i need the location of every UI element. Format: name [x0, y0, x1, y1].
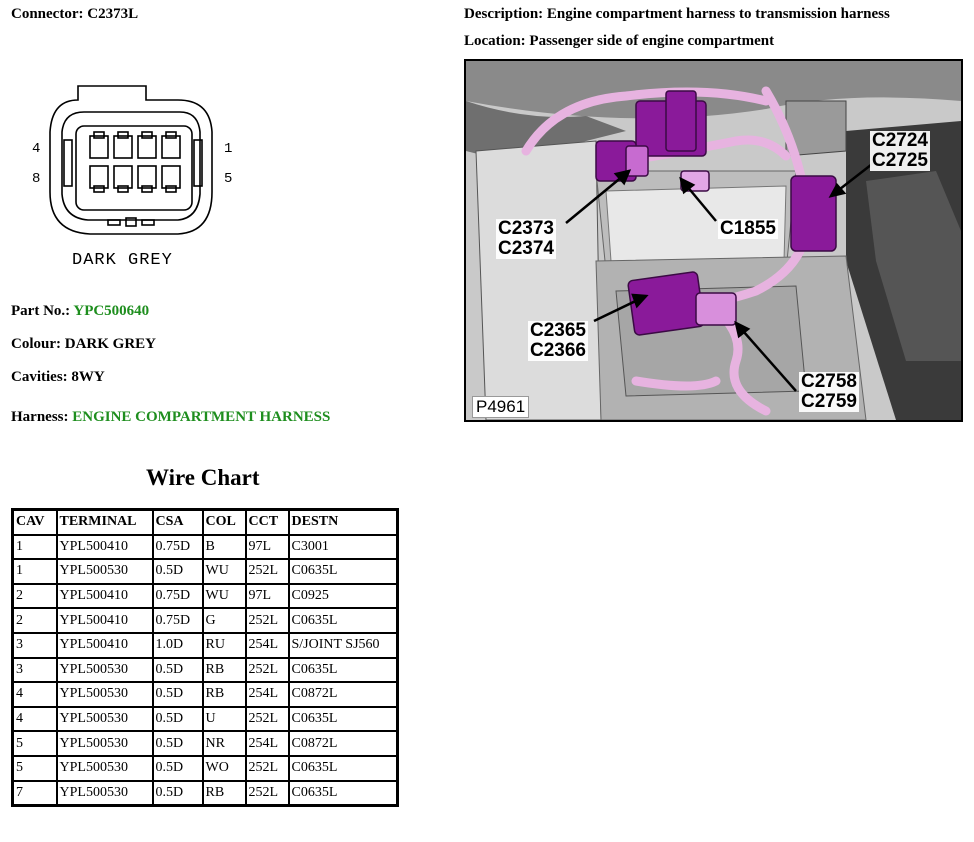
- table-row: [13, 559, 398, 584]
- cell-cct: 252L: [246, 756, 289, 781]
- table-row: [13, 584, 398, 609]
- cell-cct: 97L: [246, 535, 289, 560]
- cell-cav: 5: [13, 756, 57, 781]
- wire-chart-table: [11, 508, 399, 807]
- callout-c2759: C2759: [801, 391, 857, 412]
- table-row: [13, 682, 398, 707]
- cell-terminal: YPL500530: [57, 756, 153, 781]
- cell-destn: C0635L: [289, 707, 398, 732]
- photo-id-label: P4961: [472, 396, 529, 418]
- location-photo: [464, 59, 963, 422]
- cell-cav: 1: [13, 535, 57, 560]
- description-field: [464, 6, 890, 23]
- cell-destn: C0872L: [289, 731, 398, 756]
- callout-c2374: C2374: [498, 238, 554, 259]
- cell-terminal: YPL500410: [57, 608, 153, 633]
- pin-label-5: 5: [224, 171, 233, 187]
- cell-col: G: [203, 608, 246, 633]
- table-row: [13, 535, 398, 560]
- table-row: [13, 608, 398, 633]
- cell-cav: 2: [13, 584, 57, 609]
- cell-cct: 252L: [246, 707, 289, 732]
- callout-c2724-c2725: [870, 131, 930, 171]
- cell-destn: C0635L: [289, 658, 398, 683]
- cell-csa: 0.5D: [153, 756, 203, 781]
- connector-label: Connector:: [11, 6, 84, 22]
- cell-terminal: YPL500530: [57, 707, 153, 732]
- cell-col: WO: [203, 756, 246, 781]
- cell-csa: 0.75D: [153, 535, 203, 560]
- cell-col: WU: [203, 584, 246, 609]
- cell-csa: 1.0D: [153, 633, 203, 658]
- colour-value: DARK GREY: [64, 336, 157, 352]
- cell-destn: C0635L: [289, 608, 398, 633]
- column-header-destn: DESTN: [289, 510, 398, 535]
- colour-field: [11, 336, 156, 353]
- callout-c2366: C2366: [530, 340, 586, 361]
- cell-csa: 0.75D: [153, 608, 203, 633]
- cell-destn: C0925: [289, 584, 398, 609]
- cell-csa: 0.5D: [153, 731, 203, 756]
- cell-cct: 97L: [246, 584, 289, 609]
- cell-col: WU: [203, 559, 246, 584]
- cell-cct: 252L: [246, 559, 289, 584]
- table-row: [13, 781, 398, 806]
- connector-value: C2373L: [87, 6, 139, 22]
- column-header-terminal: TERMINAL: [57, 510, 153, 535]
- cell-col: B: [203, 535, 246, 560]
- colour-label: Colour:: [11, 336, 61, 352]
- part-no-field: [11, 303, 149, 320]
- pin-label-4: 4: [32, 141, 41, 157]
- cell-col: RB: [203, 658, 246, 683]
- cell-col: RB: [203, 682, 246, 707]
- cavities-field: [11, 369, 105, 386]
- column-header-cav: CAV: [13, 510, 57, 535]
- cell-cav: 2: [13, 608, 57, 633]
- cell-terminal: YPL500530: [57, 559, 153, 584]
- column-header-csa: CSA: [153, 510, 203, 535]
- callout-c1855: C1855: [720, 218, 776, 239]
- connector-colour-label: DARK GREY: [72, 251, 173, 270]
- callout-c2373: C2373: [498, 218, 554, 239]
- cell-csa: 0.75D: [153, 584, 203, 609]
- connector-face-diagram: [28, 82, 243, 272]
- cell-cct: 252L: [246, 781, 289, 806]
- cell-cav: 3: [13, 633, 57, 658]
- wire-chart-header-row: [13, 510, 398, 535]
- cell-destn: C0872L: [289, 682, 398, 707]
- harness-field: [11, 409, 330, 426]
- cell-cav: 1: [13, 559, 57, 584]
- cell-terminal: YPL500530: [57, 658, 153, 683]
- callout-c2758: C2758: [801, 371, 857, 392]
- cell-csa: 0.5D: [153, 559, 203, 584]
- callout-c2373-c2374: [496, 219, 556, 259]
- cell-csa: 0.5D: [153, 707, 203, 732]
- cell-csa: 0.5D: [153, 682, 203, 707]
- wire-chart-title: Wire Chart: [146, 465, 260, 490]
- callout-c2365: C2365: [530, 320, 586, 341]
- cell-terminal: YPL500530: [57, 731, 153, 756]
- location-field: [464, 33, 774, 50]
- pin-label-8: 8: [32, 171, 41, 187]
- cell-destn: C0635L: [289, 781, 398, 806]
- cell-destn: C0635L: [289, 756, 398, 781]
- callout-c2725: C2725: [872, 150, 928, 171]
- table-row: [13, 756, 398, 781]
- cell-terminal: YPL500410: [57, 535, 153, 560]
- table-row: [13, 658, 398, 683]
- cell-cct: 254L: [246, 731, 289, 756]
- pin-label-1: 1: [224, 141, 233, 157]
- harness-label: Harness:: [11, 409, 69, 425]
- cell-cav: 5: [13, 731, 57, 756]
- cavities-label: Cavities:: [11, 369, 68, 385]
- cell-cav: 3: [13, 658, 57, 683]
- part-no-value[interactable]: YPC500640: [73, 303, 150, 319]
- cell-cct: 252L: [246, 658, 289, 683]
- column-header-col: COL: [203, 510, 246, 535]
- cell-col: RU: [203, 633, 246, 658]
- cell-col: NR: [203, 731, 246, 756]
- connector-field: [11, 6, 138, 23]
- cell-cct: 254L: [246, 633, 289, 658]
- location-value: Passenger side of engine compartment: [529, 33, 775, 49]
- cell-terminal: YPL500530: [57, 781, 153, 806]
- cell-destn: S/JOINT SJ560: [289, 633, 398, 658]
- callout-c2365-c2366: [528, 321, 588, 361]
- cell-cav: 7: [13, 781, 57, 806]
- cell-csa: 0.5D: [153, 781, 203, 806]
- cell-col: RB: [203, 781, 246, 806]
- cell-terminal: YPL500530: [57, 682, 153, 707]
- table-row: [13, 731, 398, 756]
- cell-destn: C0635L: [289, 559, 398, 584]
- cell-cct: 254L: [246, 682, 289, 707]
- harness-value[interactable]: ENGINE COMPARTMENT HARNESS: [72, 409, 331, 425]
- cavities-value: 8WY: [71, 369, 105, 385]
- part-no-label: Part No.:: [11, 303, 71, 319]
- cell-col: U: [203, 707, 246, 732]
- callout-c2758-c2759: [799, 372, 859, 412]
- description-value: Engine compartment harness to transmission harness: [546, 6, 890, 22]
- callout-c2724: C2724: [872, 130, 928, 151]
- description-label: Description:: [464, 6, 544, 22]
- cell-cct: 252L: [246, 608, 289, 633]
- cell-terminal: YPL500410: [57, 584, 153, 609]
- table-row: [13, 633, 398, 658]
- cell-cav: 4: [13, 682, 57, 707]
- cell-csa: 0.5D: [153, 658, 203, 683]
- column-header-cct: CCT: [246, 510, 289, 535]
- location-label: Location:: [464, 33, 526, 49]
- table-row: [13, 707, 398, 732]
- cell-cav: 4: [13, 707, 57, 732]
- cell-destn: C3001: [289, 535, 398, 560]
- cell-terminal: YPL500410: [57, 633, 153, 658]
